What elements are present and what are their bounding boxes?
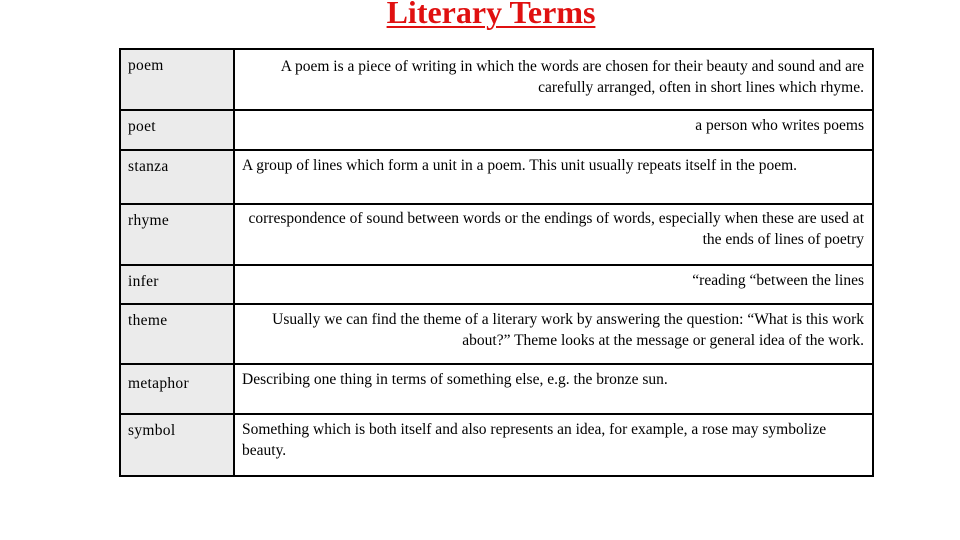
term-row-poet (120, 110, 873, 150)
term-cell: symbol (120, 414, 234, 476)
term-row-rhyme (120, 204, 873, 265)
definition-cell: A poem is a piece of writing in which the words are chosen for their beauty and sound and are carefully arranged, often in short lines which rhyme. (234, 49, 873, 110)
term-cell: stanza (120, 150, 234, 204)
definition-cell: “reading “between the lines (234, 265, 873, 304)
definition-cell: Usually we can find the theme of a literary work by answering the question: “What is this work about?” Theme looks at the message or general idea of the work. (234, 304, 873, 364)
term-cell: poem (120, 49, 234, 110)
term-row-theme (120, 304, 873, 364)
definition-cell: Something which is both itself and also represents an idea, for example, a rose may symbolize beauty. (234, 414, 873, 476)
term-row-symbol (120, 414, 873, 476)
term-row-metaphor (120, 364, 873, 414)
definition-cell: A group of lines which form a unit in a poem. This unit usually repeats itself in the poem. (234, 150, 873, 204)
term-row-infer (120, 265, 873, 304)
definition-cell: a person who writes poems (234, 110, 873, 150)
term-row-poem (120, 49, 873, 110)
term-cell: infer (120, 265, 234, 304)
slide-title: Literary Terms (386, 0, 596, 30)
term-row-stanza (120, 150, 873, 204)
term-cell: rhyme (120, 204, 234, 265)
term-cell: theme (120, 304, 234, 364)
term-cell: metaphor (120, 364, 234, 414)
definition-cell: Describing one thing in terms of something else, e.g. the bronze sun. (234, 364, 873, 414)
literary-terms-table (119, 48, 874, 477)
definition-cell: correspondence of sound between words or the endings of words, especially when these are used at the ends of lines of poetry (234, 204, 873, 265)
term-cell: poet (120, 110, 234, 150)
